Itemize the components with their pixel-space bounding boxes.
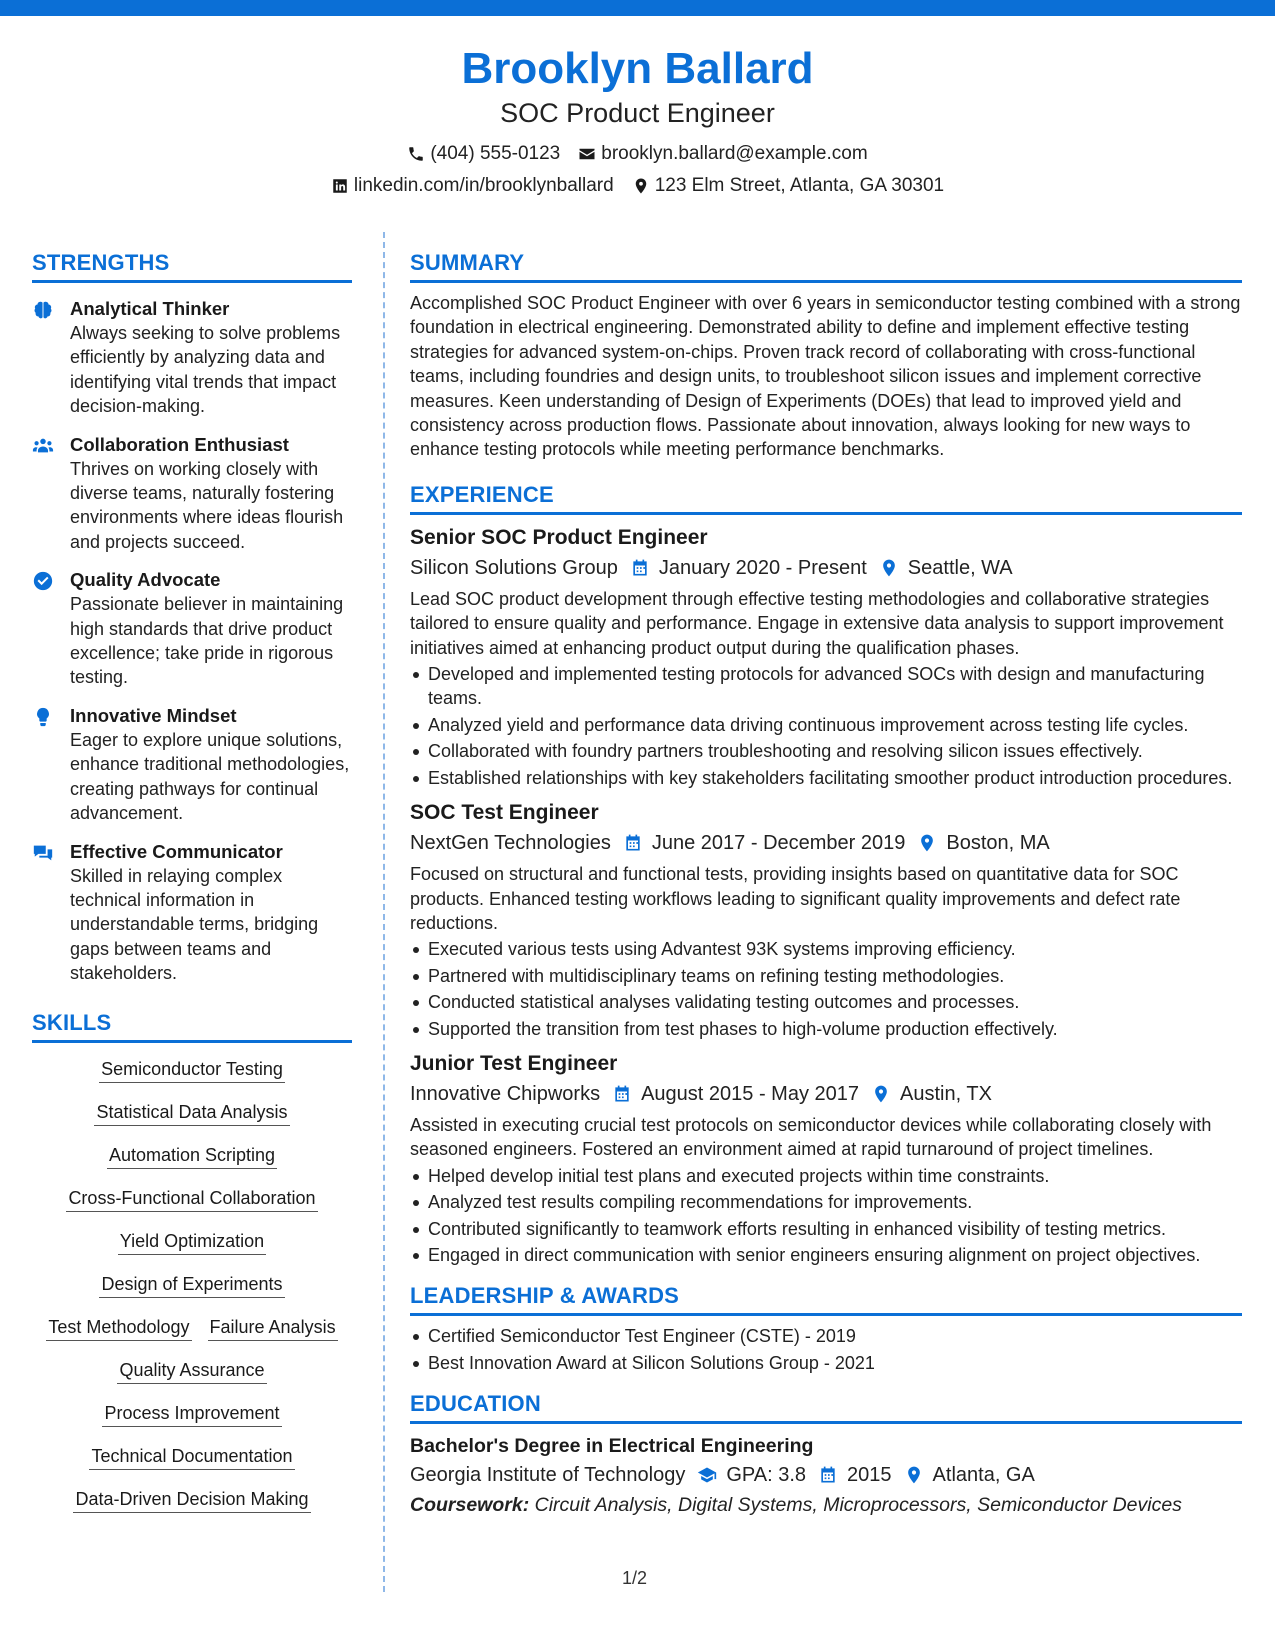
job-company xyxy=(410,1079,600,1109)
phone-icon xyxy=(407,145,425,163)
skill-row xyxy=(107,1143,277,1169)
strengths-heading: STRENGTHS xyxy=(32,248,352,283)
graduation-cap-icon xyxy=(697,1465,717,1485)
email-contact[interactable] xyxy=(578,142,867,166)
address-text: 123 Elm Street, Atlanta, GA 30301 xyxy=(654,175,945,196)
coursework-label: Coursework: xyxy=(410,1494,530,1517)
skill-row xyxy=(99,1272,284,1298)
skill-tag: Failure Analysis xyxy=(208,1315,338,1341)
skill-row xyxy=(94,1100,289,1126)
skill-tag: Semiconductor Testing xyxy=(99,1057,285,1083)
candidate-headline: SOC Product Engineer xyxy=(500,98,775,128)
candidate-name: Brooklyn Ballard xyxy=(461,44,814,93)
map-pin-icon xyxy=(871,1084,891,1104)
job-dates xyxy=(630,553,867,583)
bullet-item: Collaborated with foundry partners troubleshooting and resolving silicon issues effectively. xyxy=(410,739,1242,763)
skill-row xyxy=(102,1401,281,1427)
dates-text: January 2020 - Present xyxy=(658,556,867,579)
job-meta xyxy=(410,828,1242,858)
phone-text: (404) 555-0123 xyxy=(430,143,561,164)
education-meta xyxy=(410,1460,1242,1490)
company-text: Innovative Chipworks xyxy=(410,1082,601,1105)
summary-text: Accomplished SOC Product Engineer with over 6 years in semiconductor testing combined with a strong foundation in electrical engineering. Demonstrated ability to define and implement effective testing strategies for advanced system-on-chips. Proven track record of collaborating with cross-functional teams, including foundries and design units, to troubleshoot silicon issues and implement corrective measures. Keen understanding of Design of Experiments (DOEs) that lead to improved yield and consistency across production flows. Passionate about innovation, always looking for new ways to enhance testing protocols while meeting performance benchmarks. xyxy=(410,293,1241,460)
bullet-item: Executed various tests using Advantest 93K systems improving efficiency. xyxy=(410,937,1242,961)
job-entry xyxy=(410,1049,1242,1267)
education-school xyxy=(410,1460,685,1490)
contact-row-2 xyxy=(0,174,1275,198)
job-bullets xyxy=(410,662,1242,790)
skill-tag: Cross-Functional Collaboration xyxy=(66,1186,317,1212)
skill-tag: Data-Driven Decision Making xyxy=(73,1487,310,1513)
job-description: Lead SOC product development through effective testing methodologies and collaborative strategies tailored to ensure quality and performance. Engage in extensive data analysis to support improvement initiatives aimed at enhancing product output during the qualification phases. xyxy=(410,588,1224,658)
education-coursework xyxy=(410,1490,1242,1520)
job-meta xyxy=(410,553,1242,583)
company-text: NextGen Technologies xyxy=(410,832,611,855)
map-pin-icon xyxy=(904,1465,924,1485)
awards-list xyxy=(410,1324,1242,1375)
bullet-item: Contributed significantly to teamwork efforts resulting in enhanced visibility of testing metrics. xyxy=(410,1217,1242,1241)
education-location xyxy=(904,1460,1035,1490)
strength-title: Collaboration Enthusiast xyxy=(70,433,289,455)
map-pin-icon xyxy=(917,833,937,853)
skill-row xyxy=(66,1186,317,1212)
strength-item xyxy=(32,568,352,690)
right-column xyxy=(410,248,1242,1520)
top-accent-bar xyxy=(0,0,1275,16)
check-circle-icon xyxy=(32,570,54,592)
strength-title: Effective Communicator xyxy=(70,840,283,862)
skill-row xyxy=(89,1444,294,1470)
strength-item xyxy=(32,433,352,555)
skill-row xyxy=(99,1057,285,1083)
job-location xyxy=(917,828,1049,858)
job-company xyxy=(410,553,618,583)
skill-row xyxy=(117,1358,266,1384)
skills-list xyxy=(32,1057,352,1530)
year-text: 2015 xyxy=(847,1464,892,1487)
award-item: Best Innovation Award at Silicon Solutions Group - 2021 xyxy=(410,1351,1242,1375)
company-text: Silicon Solutions Group xyxy=(410,556,618,579)
strengths-list xyxy=(32,297,352,986)
skill-tag: Process Improvement xyxy=(102,1401,281,1427)
contact-row-1 xyxy=(0,142,1275,166)
summary-heading: SUMMARY xyxy=(410,248,1242,283)
linkedin-text: linkedin.com/in/brooklynballard xyxy=(353,175,614,196)
experience-heading: EXPERIENCE xyxy=(410,480,1242,515)
location-text: Austin, TX xyxy=(900,1082,992,1105)
address-contact xyxy=(632,174,944,198)
brain-icon xyxy=(32,299,54,321)
job-bullets xyxy=(410,1164,1242,1268)
map-pin-icon xyxy=(879,558,899,578)
gpa-text: GPA: 3.8 xyxy=(726,1464,807,1487)
job-meta xyxy=(410,1079,1242,1109)
skill-tag: Automation Scripting xyxy=(107,1143,277,1169)
coursework-text: Circuit Analysis, Digital Systems, Microprocessors, Semiconductor Devices xyxy=(534,1494,1182,1517)
strength-title: Analytical Thinker xyxy=(70,298,230,319)
skill-tag: Statistical Data Analysis xyxy=(94,1100,289,1126)
bullet-item: Partnered with multidisciplinary teams on refining testing methodologies. xyxy=(410,964,1242,988)
strength-title: Innovative Mindset xyxy=(70,704,237,726)
strength-desc: Passionate believer in maintaining high standards that drive product excellence; take pride in rigorous testing. xyxy=(70,594,344,688)
strength-title: Quality Advocate xyxy=(70,569,221,591)
award-item: Certified Semiconductor Test Engineer (CSTE) - 2019 xyxy=(410,1324,1242,1348)
education-degree: Bachelor's Degree in Electrical Engineering xyxy=(410,1435,814,1458)
linkedin-icon xyxy=(331,177,349,195)
location-text: Boston, MA xyxy=(946,832,1050,855)
strength-desc: Skilled in relaying complex technical information in understandable terms, bridging gaps between teams and stakeholders. xyxy=(70,865,319,984)
bullet-item: Developed and implemented testing protocols for advanced SOCs with design and manufacturing teams. xyxy=(410,662,1242,711)
linkedin-contact[interactable] xyxy=(331,174,614,198)
bullet-item: Helped develop initial test plans and executed projects within time constraints. xyxy=(410,1164,1242,1188)
education-year xyxy=(818,1460,892,1490)
bullet-item: Analyzed yield and performance data driving continuous improvement across testing life cycles. xyxy=(410,713,1242,737)
strength-item xyxy=(32,704,352,826)
strength-item xyxy=(32,840,352,986)
awards-heading: LEADERSHIP & AWARDS xyxy=(410,1281,1242,1316)
bullet-item: Analyzed test results compiling recommendations for improvements. xyxy=(410,1190,1242,1214)
skill-tag: Technical Documentation xyxy=(89,1444,294,1470)
email-text: brooklyn.ballard@example.com xyxy=(601,143,868,164)
job-company xyxy=(410,828,611,858)
job-description: Focused on structural and functional tests, providing insights based on quantitative data for SOC products. Enhanced testing workflows leading to significant quality improvements and defect rate reductions. xyxy=(410,864,1181,933)
calendar-icon xyxy=(623,833,643,853)
job-entry xyxy=(410,523,1242,790)
dates-text: June 2017 - December 2019 xyxy=(651,832,906,855)
strength-desc: Always seeking to solve problems efficiently by analyzing data and identifying vital trends that impact decision-making. xyxy=(70,323,341,417)
skill-tag: Test Methodology xyxy=(46,1315,191,1341)
job-bullets xyxy=(410,937,1242,1041)
comments-icon xyxy=(32,842,54,864)
strength-item xyxy=(32,297,352,419)
skill-tag: Design of Experiments xyxy=(99,1272,284,1298)
skill-row xyxy=(46,1315,337,1341)
strength-desc: Thrives on working closely with diverse teams, naturally fostering environments where ideas flourish and projects succeed. xyxy=(70,458,344,552)
page-number: 1/2 xyxy=(622,1568,648,1588)
experience-list xyxy=(410,523,1242,1268)
bullet-item: Supported the transition from test phases to high-volume production effectively. xyxy=(410,1017,1242,1041)
calendar-icon xyxy=(630,558,650,578)
bullet-item: Engaged in direct communication with senior engineers ensuring alignment on project objectives. xyxy=(410,1243,1242,1267)
users-icon xyxy=(32,435,54,457)
location-text: Seattle, WA xyxy=(907,556,1013,579)
job-dates xyxy=(623,828,906,858)
job-description: Assisted in executing crucial test protocols on semiconductor devices while collaborating closely with seasoned engineers. Fostered an environment aimed at rapid turnaround of project timelines. xyxy=(410,1114,1212,1160)
bullet-item: Established relationships with key stakeholders facilitating smoother product introduction procedures. xyxy=(410,766,1242,790)
bullet-item: Conducted statistical analyses validating testing outcomes and processes. xyxy=(410,990,1242,1014)
education-gpa xyxy=(697,1460,806,1490)
job-location xyxy=(879,553,1013,583)
skill-tag: Quality Assurance xyxy=(117,1358,266,1384)
job-location xyxy=(871,1079,992,1109)
lightbulb-icon xyxy=(32,706,54,728)
left-column xyxy=(32,248,352,1530)
skill-row xyxy=(118,1229,266,1255)
calendar-icon xyxy=(818,1465,838,1485)
envelope-icon xyxy=(578,145,596,163)
map-pin-icon xyxy=(632,177,650,195)
dates-text: August 2015 - May 2017 xyxy=(641,1082,860,1105)
school-text: Georgia Institute of Technology xyxy=(410,1464,686,1487)
job-title: Junior Test Engineer xyxy=(410,1051,618,1075)
skills-heading: SKILLS xyxy=(32,1008,352,1043)
skill-row xyxy=(73,1487,310,1513)
phone-contact xyxy=(407,142,560,166)
column-divider xyxy=(383,232,385,1592)
job-entry xyxy=(410,798,1242,1041)
strength-desc: Eager to explore unique solutions, enhance traditional methodologies, creating pathways for continual advancement. xyxy=(70,729,350,824)
job-title: Senior SOC Product Engineer xyxy=(410,525,708,549)
job-dates xyxy=(612,1079,859,1109)
education-heading: EDUCATION xyxy=(410,1389,1242,1424)
resume-header xyxy=(0,40,1275,198)
job-title: SOC Test Engineer xyxy=(410,801,599,825)
calendar-icon xyxy=(612,1084,632,1104)
location-text: Atlanta, GA xyxy=(932,1464,1035,1487)
skill-tag: Yield Optimization xyxy=(118,1229,266,1255)
